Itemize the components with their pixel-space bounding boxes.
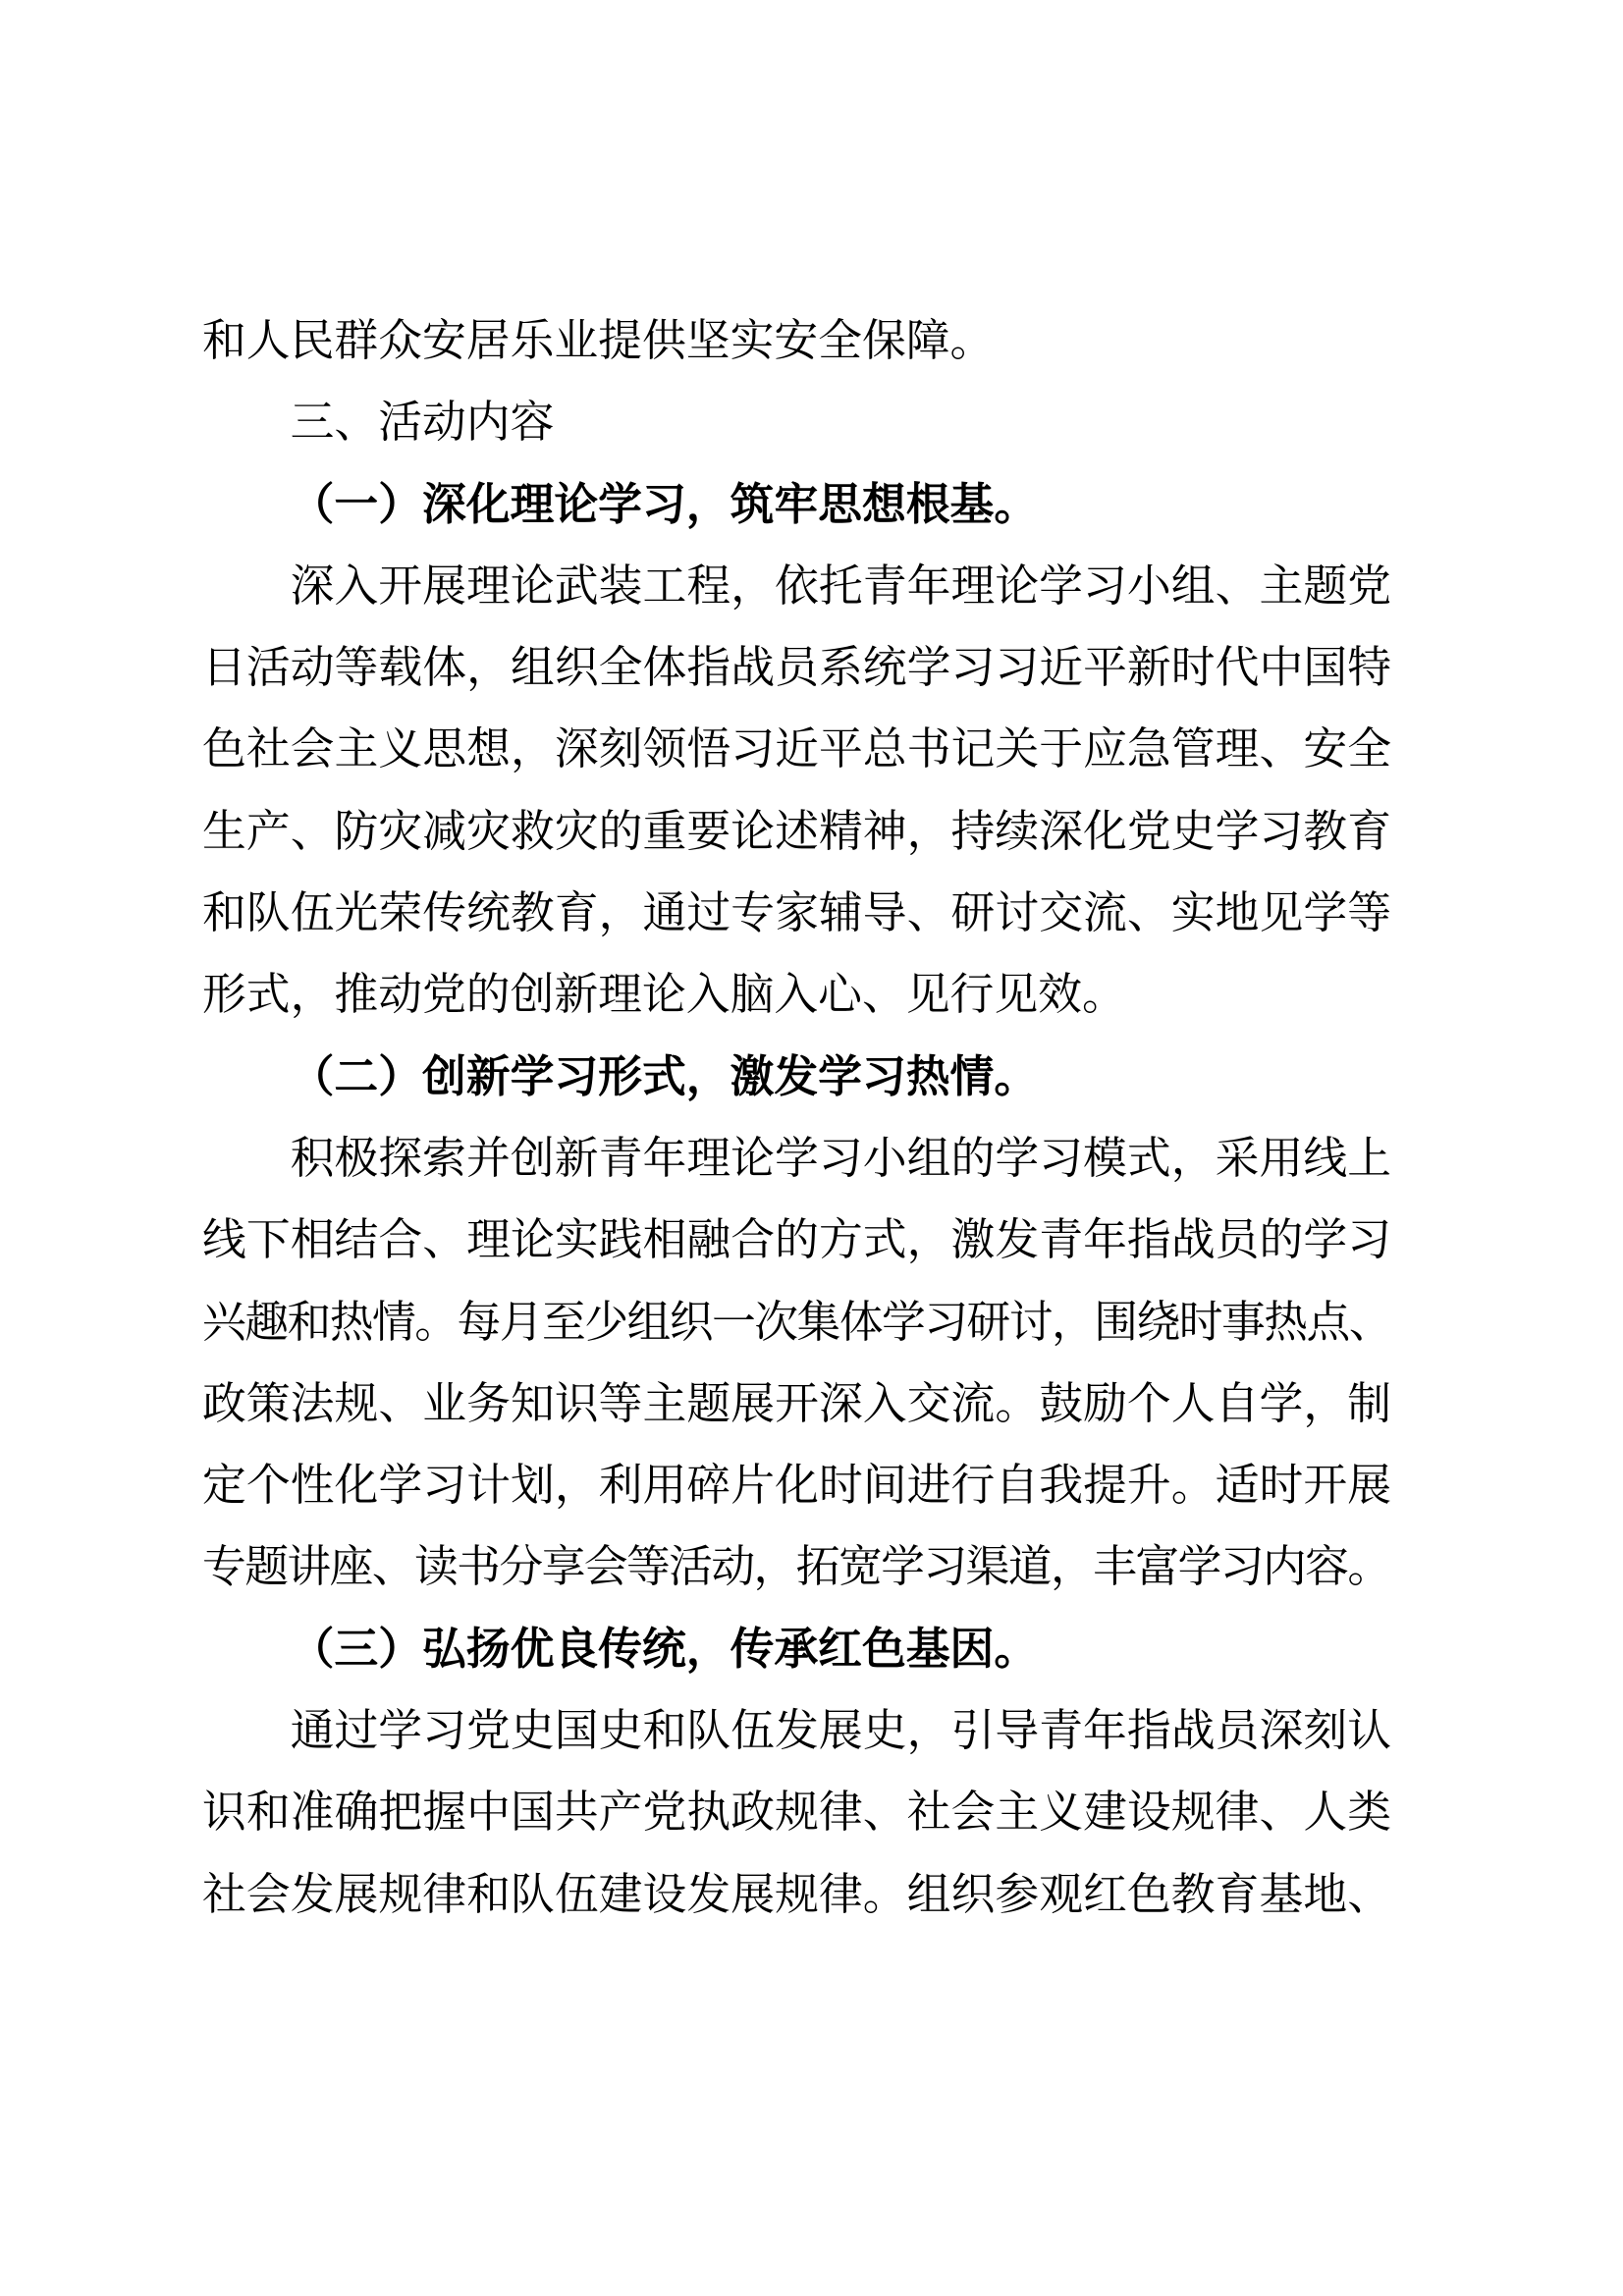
body-line: 定个性化学习计划，利用碎片化时间进行自我提升。适时开展 (202, 1459, 1391, 1512)
body-line: 积极探索并创新青年理论学习小组的学习模式，采用线上 (290, 1131, 1391, 1184)
body-line: 识和准确把握中国共产党执政规律、社会主义建设规律、人类 (202, 1786, 1391, 1839)
body-line: 兴趣和热情。每月至少组织一次集体学习研讨，围绕时事热点、 (202, 1295, 1391, 1348)
body-line: 政策法规、业务知识等主题展开深入交流。鼓励个人自学，制 (202, 1376, 1391, 1429)
subsection-heading-1: （一）深化理论学习，筑牢思想根基。 (290, 477, 1039, 530)
body-line: 日活动等载体，组织全体指战员系统学习习近平新时代中国特 (202, 641, 1391, 694)
body-line: 线下相结合、理论实践相融合的方式，激发青年指战员的学习 (202, 1213, 1391, 1266)
body-line: 和队伍光荣传统教育，通过专家辅导、研讨交流、实地见学等 (202, 886, 1391, 939)
body-line: 专题讲座、读书分享会等活动，拓宽学习渠道，丰富学习内容。 (202, 1540, 1390, 1593)
body-line: 色社会主义思想，深刻领悟习近平总书记关于应急管理、安全 (202, 722, 1391, 775)
body-line: 生产、防灾减灾救灾的重要论述精神，持续深化党史学习教育 (202, 804, 1391, 857)
body-line: 深入开展理论武装工程，依托青年理论学习小组、主题党 (290, 559, 1391, 612)
body-line: 社会发展规律和队伍建设发展规律。组织参观红色教育基地、 (202, 1867, 1391, 1920)
body-line: 通过学习党史国史和队伍发展史，引导青年指战员深刻认 (290, 1704, 1391, 1757)
subsection-heading-2: （二）创新学习形式，激发学习热情。 (290, 1049, 1039, 1102)
subsection-heading-3: （三）弘扬优良传统，传承红色基因。 (290, 1622, 1039, 1675)
section-heading: 三、活动内容 (290, 396, 555, 449)
document-body (202, 299, 1391, 1935)
continuation-line: 和人民群众安居乐业提供坚实安全保障。 (202, 314, 995, 366)
body-line: 形式，推动党的创新理论入脑入心、见行见效。 (202, 968, 1126, 1021)
